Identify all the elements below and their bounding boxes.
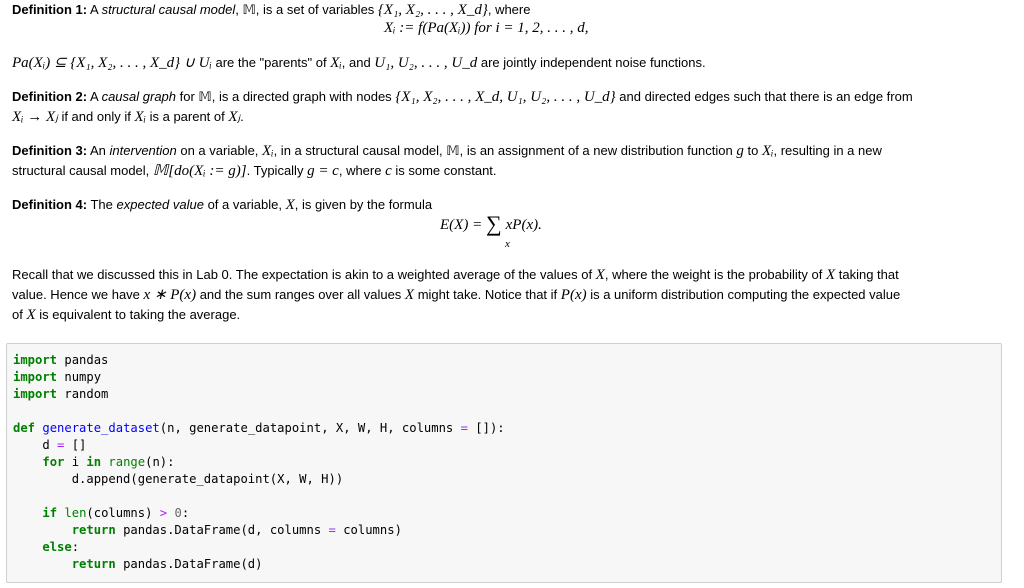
math-var: g (736, 143, 744, 159)
definition-2-label: Definition 2: (12, 89, 88, 104)
code-text: d (13, 438, 58, 452)
math-var: X (825, 267, 836, 283)
formula-left: E(X) = (440, 217, 486, 233)
text: and the sum ranges over all values (196, 287, 405, 302)
sigma-symbol: ∑ (485, 211, 502, 236)
keyword-else: else (42, 540, 72, 554)
text: , where (338, 163, 386, 178)
code-text: pandas.DataFrame(d) (115, 557, 263, 571)
term-causal-graph: causal graph (101, 89, 177, 104)
noise-vars: U₁, U₂, . . . , U_d (374, 55, 478, 71)
math-var: X (595, 267, 605, 283)
text: value. Hence we have (12, 287, 144, 302)
number-literal: 0 (174, 506, 182, 520)
text: of a variable, (203, 197, 286, 212)
node-set: {X₁, X₂, . . . , X_d, U₁, U₂, . . . , U_d} (395, 89, 616, 105)
operator: = (57, 438, 65, 452)
keyword-import: import (13, 370, 58, 384)
math-var: X (26, 307, 36, 323)
keyword-if: if (42, 506, 58, 520)
definition-4-label: Definition 4: (12, 197, 88, 212)
definition-1-line-1 (12, 0, 1002, 20)
function-name: generate_dataset (42, 421, 160, 435)
text: on a variable, (176, 143, 263, 158)
text: A (87, 89, 102, 104)
text: . Typically (246, 163, 308, 178)
text: , where (487, 2, 531, 17)
math-var: X (404, 287, 415, 303)
module-name: pandas (57, 353, 109, 367)
term-expected-value: expected value (116, 197, 204, 212)
code-text: (columns) (86, 506, 160, 520)
text: The (87, 197, 117, 212)
text: is equivalent to taking the average. (35, 307, 241, 322)
text: A (87, 2, 102, 17)
text: . (240, 109, 244, 124)
variable-set: {X₁, X₂, . . . , X_d} (377, 2, 488, 18)
definition-3-line-2 (12, 161, 1002, 181)
do-formula: 𝕄[do(Xᵢ := g)] (152, 163, 247, 179)
text: An (87, 143, 110, 158)
code-text: (n): (145, 455, 175, 469)
term-intervention: intervention (109, 143, 177, 158)
code-text: pandas.DataFrame(d, columns (115, 523, 329, 537)
math-var: Xᵢ (761, 143, 774, 159)
text: , in a structural causal model, 𝕄, is an assignment of a new distribution function (273, 143, 737, 158)
math-var: Xᵢ (330, 55, 342, 71)
text: is a parent of (145, 109, 229, 124)
keyword-for: for (42, 455, 65, 469)
keyword-in: in (86, 455, 102, 469)
code-text: (n, generate_datapoint, X, W, H, columns (159, 421, 461, 435)
text: is a uniform distribution computing the expected value (586, 287, 901, 302)
definition-2-line-1 (12, 87, 1002, 107)
definition-1-formula: Xᵢ := f(Pa(Xᵢ)) for i = 1, 2, . . . , d, (384, 20, 589, 36)
text: to (743, 143, 762, 158)
code-text: : (181, 506, 190, 520)
text: , resulting in a new (773, 143, 882, 158)
code-text: d.append(generate_datapoint(X, W, H)) (13, 472, 344, 486)
definition-2-line-2 (12, 107, 1002, 127)
operator: = (328, 523, 336, 537)
keyword-import: import (13, 387, 58, 401)
code-text: columns) (335, 523, 402, 537)
definition-1-label: Definition 1: (12, 2, 88, 17)
code-text: []): (467, 421, 505, 435)
expected-value-formula (440, 212, 542, 237)
recall-line-3 (12, 305, 1002, 325)
text: of (12, 307, 27, 322)
code-text: [] (64, 438, 87, 452)
text: are jointly independent noise functions. (477, 55, 706, 70)
text: for 𝕄, is a directed graph with nodes (176, 89, 396, 104)
keyword-return: return (71, 523, 116, 537)
text: might take. Notice that if (414, 287, 561, 302)
recall-line-1 (12, 265, 1002, 285)
text: and directed edges such that there is an edge from (615, 89, 913, 104)
text: Recall that we discussed this in Lab 0. The expectation is akin to a weighted average of the values of (12, 267, 596, 282)
sigma-subscript: x (505, 238, 510, 250)
math-var: c (385, 163, 392, 179)
edge-formula: Xᵢ → Xⱼ (12, 109, 58, 125)
code-text: : (71, 540, 80, 554)
math-expr: x ∗ P(x) (143, 287, 197, 303)
text: structural causal model, (12, 163, 153, 178)
definition-1-line-2 (12, 53, 1002, 73)
text: is some constant. (391, 163, 497, 178)
text: , 𝕄, is a set of variables (235, 2, 378, 17)
code-cell[interactable] (6, 343, 1002, 583)
keyword-return: return (71, 557, 116, 571)
text: are the "parents" of (211, 55, 331, 70)
keyword-import: import (13, 353, 58, 367)
code-editor[interactable] (13, 352, 505, 573)
builtin-len: len (64, 506, 87, 520)
module-name: random (57, 387, 109, 401)
math-eq: g = c (307, 163, 339, 179)
formula-right: xP(x). (505, 217, 542, 233)
text: if and only if (57, 109, 135, 124)
definition-3-label: Definition 3: (12, 143, 88, 158)
recall-line-2 (12, 285, 1002, 305)
text: taking that (835, 267, 899, 282)
definition-3-line-1 (12, 141, 1002, 161)
math-var: Xⱼ (228, 109, 241, 125)
module-name: numpy (57, 370, 102, 384)
parents-formula: Pa(Xᵢ) ⊆ {X₁, X₂, . . . , X_d} ∪ Uᵢ (12, 55, 212, 71)
operator: = (460, 421, 468, 435)
keyword-def: def (13, 421, 36, 435)
term-structural-causal-model: structural causal model (101, 2, 236, 17)
text: , where the weight is the probability of (604, 267, 826, 282)
math-expr: P(x) (560, 287, 587, 303)
operator: > (159, 506, 168, 520)
math-var: Xᵢ (262, 143, 274, 159)
text: , is given by the formula (294, 197, 433, 212)
builtin-range: range (108, 455, 146, 469)
code-text: i (64, 455, 87, 469)
math-var: X (285, 197, 295, 213)
text: , and (341, 55, 375, 70)
math-var: Xᵢ (134, 109, 146, 125)
